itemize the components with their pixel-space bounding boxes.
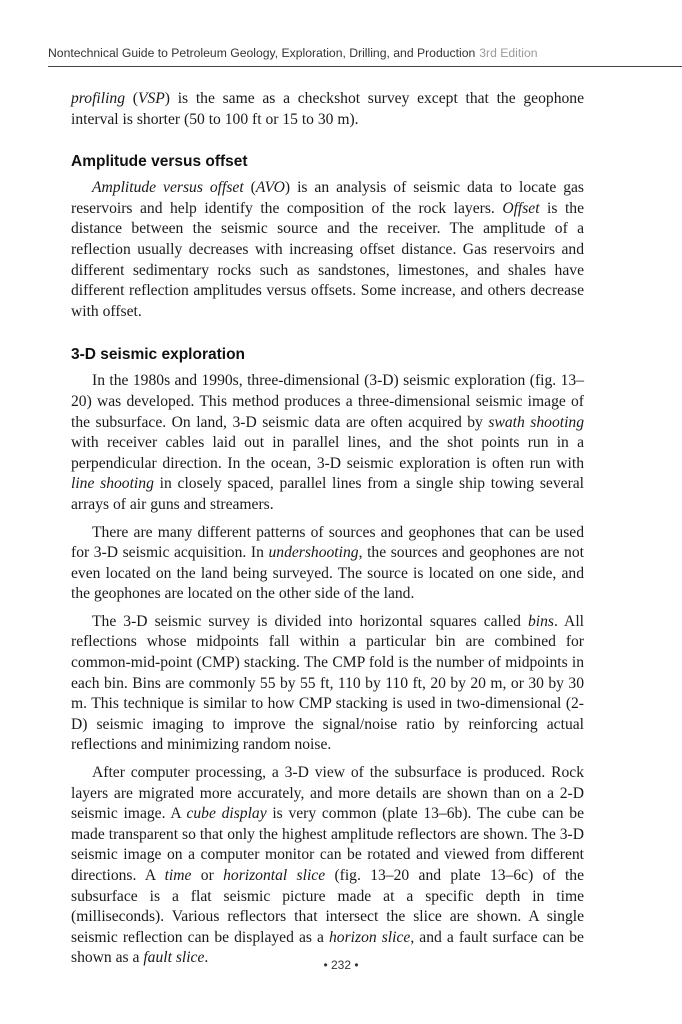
paragraph-3d-history: In the 1980s and 1990s, three-dimensional (3-D) seismic exploration (fig. 13–20) was developed. This method produces a three-dimensional seismic image of the subsurface. On land, 3-D seismic data are often acquired by swath shooting with receiver cables laid out in parallel lines, and the shot points run in a perpendicular direction. In the ocean, 3-D seismic exploration is often run with line shooting in closely spaced, parallel lines from a single ship towing several arrays of air guns and streamers. bbox=[71, 372, 585, 513]
paragraph-3d-patterns: There are many different patterns of sources and geophones that can be used for 3-D seismic acquisition. In undershooting, the sources and geophones are not even located on the land being surveyed. The source is located on one side, and the geophones are located on the other side of the land. bbox=[71, 523, 584, 603]
paragraph-avo: Amplitude versus offset (AVO) is an analysis of seismic data to locate gas reservoirs and help identify the composition of the rock layers. Offset is the distance between the seismic source and the receiver. The amplitude of a reflection usually decreases with increasing offset distance. Gas reservoirs and different sedimentary rocks such as sandstones, limestones, and shales have different reflection amplitudes versus offsets. Some increase, and others decrease with offset. bbox=[71, 179, 585, 320]
abbr-vsp: VSP bbox=[137, 90, 165, 107]
term-undershooting: undershooting bbox=[268, 544, 359, 562]
abbr-avo: AVO bbox=[255, 179, 285, 197]
term-horizon-slice: horizon slice bbox=[329, 928, 411, 946]
term-avo: Amplitude versus offset bbox=[92, 179, 244, 197]
header-divider bbox=[48, 66, 682, 67]
term-time: time bbox=[164, 867, 192, 884]
paragraph-vsp-continuation: profiling (VSP) is the same as a checkshot survey except that the geophone interval is shorter (50 to 100 ft or 15 to 30 m). bbox=[71, 90, 584, 128]
heading-3d-seismic-exploration: 3-D seismic exploration bbox=[71, 346, 246, 364]
paragraph-3d-bins: The 3-D seismic survey is divided into horizontal squares called bins. All reflections whose midpoints fall within a particular bin are combined for common-mid-point (CMP) stacking. The CMP fold is the number of midpoints in each bin. Bins are commonly 55 by 55 ft, 110 by 110 ft, 20 by 20 m, or 30 by 30 m. This technique is similar to how CMP stacking is used in two-dimensional (2-D) seismic imaging to improve the signal/​noise ratio by reinforcing actual reflections and minimizing random noise. bbox=[71, 612, 584, 754]
running-header bbox=[48, 46, 682, 60]
term-line-shooting: line shooting bbox=[71, 475, 154, 493]
term-offset: Offset bbox=[502, 199, 540, 217]
book-title: Nontechnical Guide to Petroleum Geology, Exploration, Drilling, and Production bbox=[48, 46, 476, 60]
term-cube-display: cube display bbox=[186, 805, 267, 823]
edition-label: 3rd Edition bbox=[479, 46, 538, 60]
term-swath-shooting: swath shooting bbox=[488, 413, 584, 431]
term-horizontal-slice: horizontal slice bbox=[223, 867, 326, 884]
term-fault-slice: fault slice bbox=[143, 949, 205, 967]
term-bins: bins bbox=[527, 612, 554, 630]
page-number: • 232 • bbox=[323, 958, 359, 972]
term-profiling: profiling bbox=[71, 90, 126, 107]
heading-amplitude-versus-offset: Amplitude versus offset bbox=[71, 153, 248, 171]
paragraph-3d-processing: After computer processing, a 3-D view of the subsurface is produced. Rock layers are migrated more accurately, and more details are shown than on a 2-D seismic image. A cube display is very common (plate 13–6b). The cube can be made transparent so that only the highest amplitude reflectors are shown. The 3-D seismic image on a computer monitor can be rotated and viewed from different directions. A time or horizontal slice (fig. 13–20 and plate 13–6c) of the subsurface is a flat seismic picture made at a specific depth in time (milliseconds). Various reflectors that intersect the slice are shown. A single seismic reflection can be displayed as a horizon slice, and a fault surface can be shown as a fault slice. bbox=[71, 764, 585, 967]
page-body bbox=[71, 89, 584, 969]
